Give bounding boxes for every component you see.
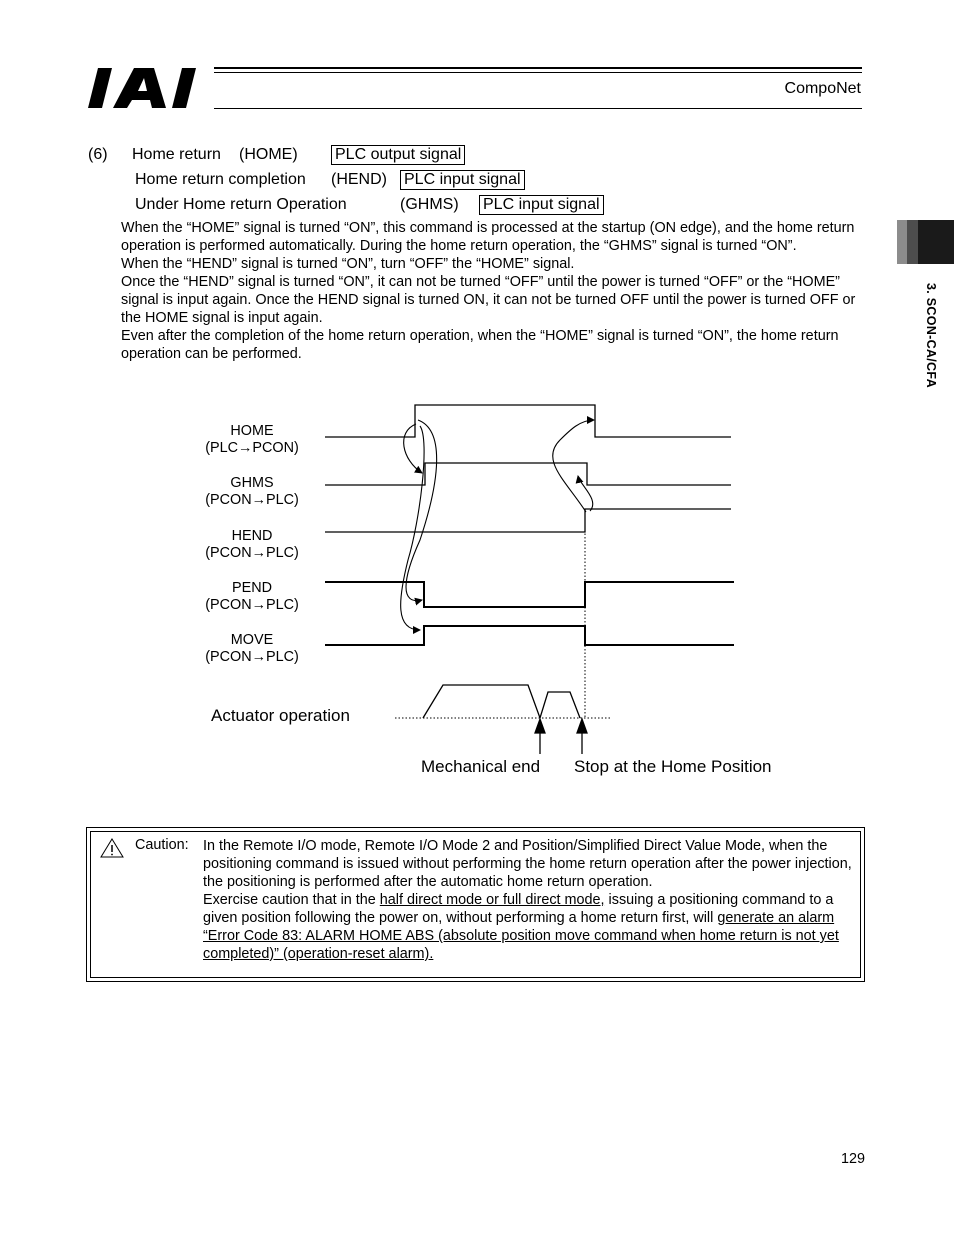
home-waveform <box>325 405 731 437</box>
caution-text-part: Exercise caution that in the <box>203 892 380 908</box>
signal-label-name: GHMS <box>230 475 274 491</box>
causal-arrow <box>404 424 422 473</box>
mechanical-end-label: Mechanical end <box>421 757 541 776</box>
signal-name: Home return completion <box>135 171 306 188</box>
caution-text-part: In the Remote I/O mode, Remote I/O Mode 2 and Position/Simplified Direct Value Mode, when the positioning command is issued without performing the home return operation after the power injection, the positioning is performed after the automatic home return operation. <box>203 838 852 890</box>
signal-label-name: HOME <box>230 423 274 439</box>
causal-arrow <box>553 420 594 512</box>
actuator-operation-label: Actuator operation <box>211 706 350 725</box>
hend-waveform <box>325 509 731 532</box>
causal-arrow <box>406 420 437 601</box>
home-stop-label: Stop at the Home Position <box>574 757 772 776</box>
description-paragraph: Once the “HEND” signal is turned “ON”, it can not be turned “OFF” until the power is turned “OFF” or the “HOME” signal is input again. Once the HEND signal is turned ON, it can not be turned OFF until the power is turned OFF or the HOME signal is input again. <box>121 274 856 326</box>
signal-code: (HOME) <box>239 146 298 163</box>
signal-label-direction: (PCON→PLC) <box>205 492 299 508</box>
signal-label-direction: (PLC→PCON) <box>205 440 299 456</box>
signal-label-direction: (PCON→PLC) <box>205 649 299 665</box>
mechanical-end-arrowhead <box>535 719 545 733</box>
ghms-waveform <box>325 463 731 485</box>
signal-number: (6) <box>88 146 108 163</box>
signal-code: (HEND) <box>331 171 387 188</box>
pend-waveform <box>325 582 734 607</box>
warning-icon <box>100 838 124 858</box>
caution-label: Caution: <box>135 837 189 853</box>
caution-underlined-text: half direct mode or full direct mode, <box>379 892 605 908</box>
actuator-profile <box>423 685 580 718</box>
home-stop-arrowhead <box>577 719 587 733</box>
description-paragraph: When the “HEND” signal is turned “ON”, turn “OFF” the “HOME” signal. <box>121 256 575 272</box>
signal-type-box: PLC input signal <box>400 170 525 190</box>
caution-text <box>203 837 863 963</box>
signal-type-box: PLC input signal <box>479 195 604 215</box>
page-number: 129 <box>841 1151 866 1167</box>
signal-label-direction: (PCON→PLC) <box>205 597 299 613</box>
signal-label-name: MOVE <box>230 632 274 648</box>
caution-underlined-text: generate an alarm “Error Code 83: ALARM HOME ABS (absolute position move command when home return is not yet completed)” (operation-reset alarm). <box>203 910 839 962</box>
signal-label-direction: (PCON→PLC) <box>205 545 299 561</box>
causal-arrow <box>578 476 593 511</box>
move-waveform <box>325 626 734 645</box>
side-tab-label: 3. SCON-CA/CFA <box>924 283 938 388</box>
section-name: CompoNet <box>784 80 861 97</box>
signal-name: Home return <box>132 146 221 163</box>
caution-text-part: issuing a positioning command to a given position following the power on, without performing a home return first, will <box>203 892 834 926</box>
signal-code: (GHMS) <box>400 196 459 213</box>
description-paragraph: Even after the completion of the home return operation, when the “HOME” signal is turned “ON”, the home return operation can be performed. <box>121 328 839 362</box>
signal-label-name: PEND <box>232 580 272 596</box>
description-paragraph: When the “HOME” signal is turned “ON”, this command is processed at the startup (ON edge), and the home return operation is performed automatically. During the home return operation, the “GHMS” signal is turned “ON”. <box>121 220 855 254</box>
signal-type-box: PLC output signal <box>331 145 465 165</box>
signal-name: Under Home return Operation <box>135 196 347 213</box>
signal-label-name: HEND <box>231 528 273 544</box>
